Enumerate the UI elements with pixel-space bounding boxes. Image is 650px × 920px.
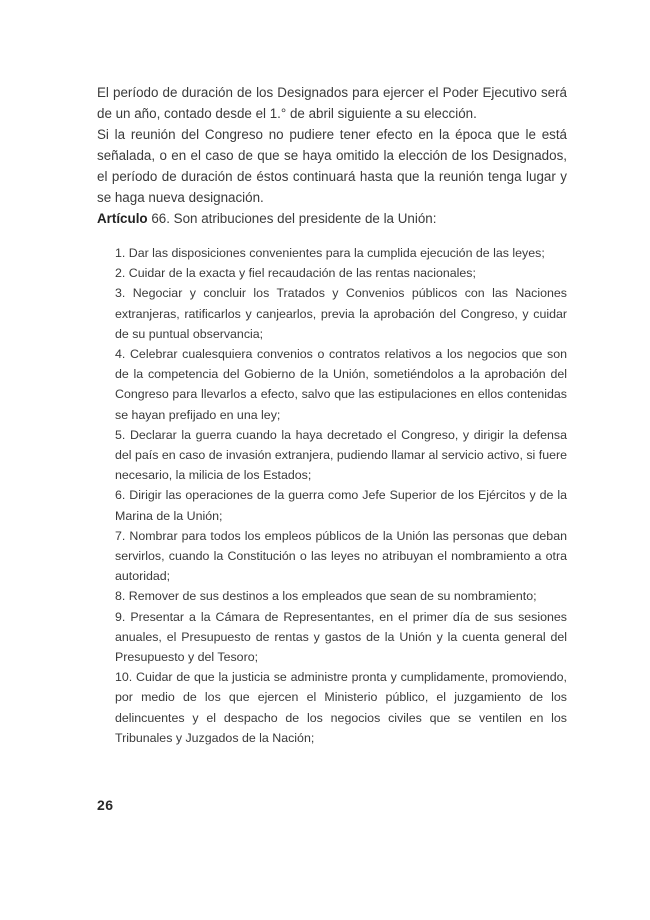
body-text [97,82,567,748]
page-number: 26 [97,797,114,813]
article-label: Artículo [97,211,148,226]
list-item: 8. Remover de sus destinos a los empleados que sean de su nombramiento; [115,589,537,604]
list-item: 9. Presentar a la Cámara de Representantes, en el primer día de sus sesiones anuales, el Presupuesto de rentas y gastos de la Unión y la cuenta general del Presupuesto y del Tesoro; [115,609,567,665]
list-item: 2. Cuidar de la exacta y fiel recaudación de las rentas nacionales; [115,266,476,281]
list-item: 6. Dirigir las operaciones de la guerra como Jefe Superior de los Ejércitos y de la Marina de la Unión; [115,488,567,523]
list-item: 10. Cuidar de que la justicia se administre pronta y cumplidamente, promoviendo, por medio de los que ejercen el Ministerio público, el juzgamiento de los delincuentes y el despacho de los negocios civiles que se ventilen en los Tribunales y Juzgados de la Nación; [115,670,567,745]
list-item: 3. Negociar y concluir los Tratados y Convenios públicos con las Naciones extranjeras, ratificarlos y canjearlos, previa la aprobación del Congreso, y cuidar de su puntual observancia; [115,286,567,341]
article-66 [97,208,567,229]
paragraph-designados-period: El período de duración de los Designados para ejercer el Poder Ejecutivo será de un año, contado desde el 1.° de abril siguiente a su elección. [97,85,567,121]
list-item: 7. Nombrar para todos los empleos públicos de la Unión las personas que deban servirlos, cuando la Constitución o las leyes no atribuyan el nombramiento a otra autoridad; [115,528,567,584]
list-item: 1. Dar las disposiciones convenientes para la cumplida ejecución de las leyes; [115,246,545,260]
list-item: 4. Celebrar cualesquiera convenios o contratos relativos a los negocios que son de la competencia del Gobierno de la Unión, sometiéndolos a la aprobación del Congreso para llevarlos a efecto, salvo que las estipulaciones en ellos contenidas se hayan prefijado en una ley; [115,347,567,422]
list-item: 5. Declarar la guerra cuando la haya decretado el Congreso, y dirigir la defensa del país en caso de invasión extranjera, pudiendo llamar al servicio activo, si fuere necesario, la milicia de los Estados; [115,427,567,483]
paragraph-congress-reunion: Si la reunión del Congreso no pudiere tener efecto en la época que le está señalada, o en el caso de que se haya omitido la elección de los Designados, el período de duración de éstos continuará hasta que la reunión tenga lugar y se haga nueva designación. [97,127,567,205]
attributions-list [115,243,567,748]
article-text: 66. Son atribuciones del presidente de la Unión: [147,211,437,226]
